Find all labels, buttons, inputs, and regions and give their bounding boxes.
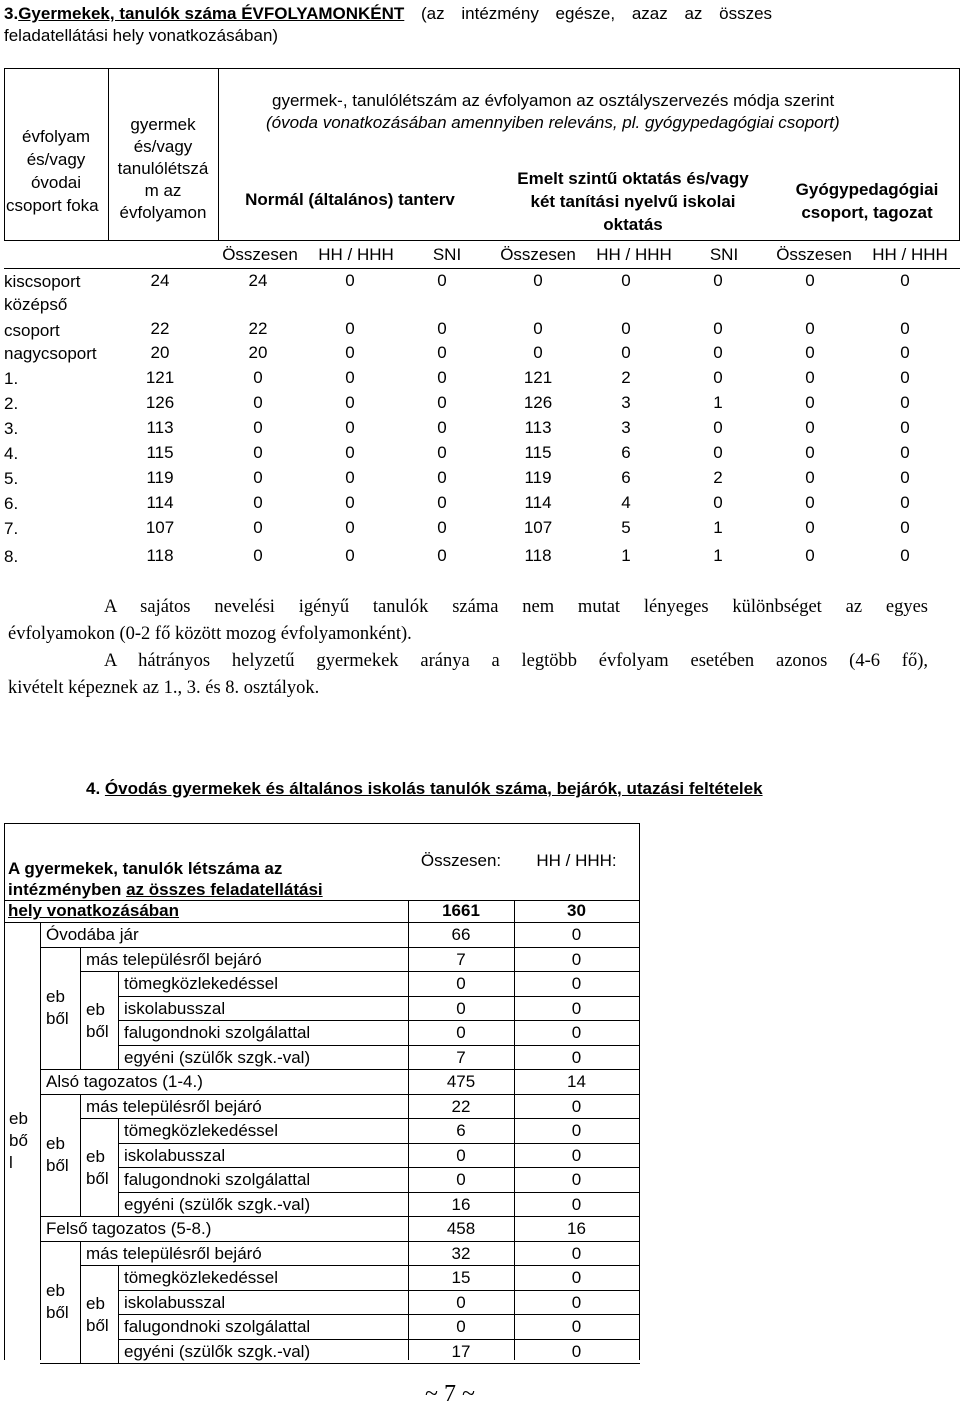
table-cell: 0	[253, 493, 263, 512]
table-cell: 0	[437, 368, 447, 387]
table-cell: 0	[713, 343, 723, 362]
table-cell: 0	[900, 271, 910, 290]
table-cell: 0	[900, 368, 910, 387]
ebbol-label: ből	[46, 1303, 69, 1322]
total-hh-value: 30	[567, 901, 586, 920]
ebbol-label: ből	[46, 1009, 69, 1028]
table-cell: 1	[621, 546, 631, 565]
table-cell: 0	[805, 319, 815, 338]
table-cell: 0	[805, 493, 815, 512]
table-cell: 6	[621, 468, 631, 487]
commuter-label: más településről bejáró	[86, 1243, 262, 1263]
table-cell: 0	[437, 518, 447, 537]
group-total: 475	[446, 1072, 476, 1091]
ebbol-label: eb	[46, 987, 65, 1006]
total-value: 1661	[442, 901, 480, 920]
table-cell: 0	[345, 493, 355, 512]
group-hh: 16	[567, 1219, 586, 1238]
transport-mode-hh: 0	[571, 1145, 582, 1165]
transport-mode-label: egyéni (szülők szgk.-val)	[124, 1341, 311, 1361]
table-cell: 118	[146, 546, 174, 565]
table-cell: 0	[805, 468, 815, 487]
table-cell: 0	[900, 393, 910, 412]
table-cell: 0	[805, 271, 815, 290]
transport-mode-hh: 0	[571, 1268, 582, 1287]
table-cell: 0	[437, 443, 447, 462]
table-cell: 0	[713, 418, 723, 437]
table-cell: 0	[253, 518, 263, 537]
commuter-label: más településről bejáró	[86, 1096, 262, 1116]
table-cell: 0	[253, 418, 263, 437]
table-cell: 0	[621, 343, 631, 362]
ebbol-label: eb	[46, 1134, 65, 1153]
table-cell: 0	[345, 443, 355, 462]
table-cell: 0	[805, 518, 815, 537]
transport-mode-total: 0	[456, 1023, 466, 1042]
table-cell: 20	[150, 343, 170, 362]
subheader-6: Összesen	[776, 245, 852, 264]
ebbol-label: ből	[86, 1316, 109, 1335]
table-cell: 0	[900, 546, 910, 565]
row-label: középső csoport	[4, 295, 68, 340]
row-label: nagycsoport	[4, 344, 97, 363]
table-cell: 0	[900, 518, 910, 537]
row-label: 4.	[4, 444, 19, 463]
transport-mode-hh: 0	[571, 998, 582, 1018]
group-hh: 0	[571, 925, 582, 944]
header-grade: évfolyam és/vagy óvodai csoport foka	[6, 127, 99, 215]
ebbol-outer-label: eb bő l	[9, 1109, 28, 1172]
transport-mode-label: egyéni (szülők szgk.-val)	[124, 1047, 311, 1067]
commuter-hh: 0	[571, 949, 582, 969]
table-cell: 0	[437, 493, 447, 512]
table-cell: 0	[713, 368, 723, 387]
table-cell: 119	[146, 468, 174, 487]
transport-mode-hh: 0	[571, 1317, 582, 1336]
transport-mode-hh: 0	[571, 1047, 582, 1067]
transport-mode-total: 0	[456, 1145, 466, 1165]
commuter-hh: 0	[571, 1243, 582, 1263]
transport-mode-label: egyéni (szülők szgk.-val)	[124, 1194, 311, 1214]
table-cell: 1	[713, 546, 723, 565]
table-cell: 107	[523, 518, 553, 537]
col-total-header: Összesen:	[420, 851, 502, 870]
transport-mode-label: tömegközlekedéssel	[124, 1121, 279, 1140]
ebbol-label: eb	[86, 999, 105, 1019]
transport-mode-total: 6	[456, 1121, 466, 1140]
transport-mode-hh: 0	[571, 974, 582, 993]
ebbol-label: eb	[86, 1293, 105, 1313]
table-cell: 22	[248, 319, 268, 338]
table-cell: 0	[253, 393, 263, 412]
row-label: 1.	[4, 369, 19, 388]
transport-mode-label: falugondnoki szolgálattal	[124, 1170, 311, 1189]
row-label: 8.	[4, 547, 19, 566]
table-cell: 0	[621, 271, 631, 290]
table-cell: 0	[345, 418, 355, 437]
transport-mode-hh: 0	[571, 1341, 582, 1361]
table-cell: 0	[805, 343, 815, 362]
col-hh-header: HH / HHH:	[536, 851, 617, 870]
transport-mode-label: iskolabusszal	[124, 1292, 226, 1312]
ebbol-label: ből	[86, 1022, 109, 1041]
table-cell: 24	[150, 271, 170, 290]
header-special-needs-group: Gyógypedagógiai csoport, tagozat	[795, 180, 939, 222]
transport-mode-hh: 0	[571, 1023, 582, 1042]
transport-mode-total: 17	[451, 1341, 471, 1361]
summary-paragraph: A sajátos nevelési igényű tanulók száma nem mutat lényeges különbséget az egyes évfolyamokon (0-2 fő között mozog évfolyamonként). A hátrányos helyzetű gyermekek aránya a legtöbb évfolyam esetében azonos (4-6 fő), kivételt képeznek az 1., 3. és 8. osztályok.	[8, 597, 928, 698]
table-cell: 20	[248, 343, 268, 362]
ebbol-label: eb	[46, 1281, 65, 1300]
subheader-2: SNI	[432, 245, 462, 264]
transport-mode-hh: 0	[571, 1170, 582, 1189]
ebbol-label: eb	[86, 1146, 105, 1166]
table-cell: 0	[437, 418, 447, 437]
table-cell: 0	[900, 493, 910, 512]
table-cell: 0	[533, 343, 543, 362]
table-cell: 0	[805, 368, 815, 387]
header-headcount: gyermek és/vagy tanulólétszá m az évfolyamon	[117, 115, 209, 222]
header-advanced-bilingual: Emelt szintű oktatás és/vagy két tanítási nyelvű iskolai oktatás	[517, 169, 749, 234]
transport-mode-total: 0	[456, 998, 466, 1018]
table-cell: 0	[900, 443, 910, 462]
table-cell: 0	[713, 271, 723, 290]
table-cell: 0	[900, 319, 910, 338]
table-cell: 114	[524, 493, 552, 512]
table2-heading: A gyermekek, tanulók létszáma az intézményben az összes feladatellátási hely vonatkozásában	[8, 859, 323, 920]
table-cell: 0	[900, 468, 910, 487]
subheader-0: Összesen	[222, 245, 298, 264]
table-cell: 0	[533, 271, 543, 290]
transport-mode-label: tömegközlekedéssel	[124, 974, 279, 993]
table-cell: 0	[437, 343, 447, 362]
table-cell: 0	[345, 271, 355, 290]
transport-mode-label: iskolabusszal	[124, 998, 226, 1018]
transport-mode-hh: 0	[571, 1194, 582, 1214]
table-cell: 4	[621, 493, 631, 512]
table-cell: 5	[621, 518, 631, 537]
subheader-1: HH / HHH	[318, 245, 394, 264]
table-cell: 113	[146, 418, 174, 437]
table-cell: 0	[437, 271, 447, 290]
group-label: Alsó tagozatos (1-4.)	[46, 1072, 203, 1091]
table-cell: 0	[345, 368, 355, 387]
transport-mode-total: 16	[451, 1194, 471, 1214]
table-cell: 121	[145, 368, 175, 387]
transport-mode-total: 7	[456, 1047, 466, 1067]
table-cell: 115	[524, 443, 552, 462]
table-cell: 6	[621, 443, 631, 462]
group-label: Felső tagozatos (5-8.)	[46, 1219, 212, 1238]
subheader-4: HH / HHH	[596, 245, 672, 264]
header-organization: gyermek-, tanulólétszám az évfolyamon az osztályszervezés módja szerint (óvoda vonatkozásában amennyiben releváns, pl. gyógypedagógiai csoport)	[266, 91, 840, 132]
table-cell: 0	[900, 343, 910, 362]
table-cell: 0	[805, 418, 815, 437]
table-cell: 0	[345, 343, 355, 362]
table-cell: 1	[713, 518, 723, 537]
commuter-hh: 0	[571, 1096, 582, 1116]
table-cell: 115	[146, 443, 174, 462]
transport-mode-total: 0	[456, 974, 466, 993]
transport-mode-label: iskolabusszal	[124, 1145, 226, 1165]
subheader-7: HH / HHH	[872, 245, 948, 264]
transport-mode-total: 15	[451, 1268, 471, 1287]
table-cell: 0	[805, 546, 815, 565]
transport-mode-label: tömegközlekedéssel	[124, 1268, 279, 1287]
table-cell: 0	[345, 319, 355, 338]
table-cell: 0	[713, 493, 723, 512]
table-cell: 0	[437, 546, 447, 565]
table-cell: 0	[345, 468, 355, 487]
table-cell: 118	[524, 546, 552, 565]
table-cell: 22	[150, 319, 170, 338]
table-cell: 0	[253, 443, 263, 462]
row-label: 6.	[4, 494, 19, 513]
table-cell: 24	[248, 271, 268, 290]
ebbol-label: ből	[46, 1156, 69, 1175]
transport-mode-total: 0	[456, 1317, 466, 1336]
table-cell: 114	[146, 493, 174, 512]
transport-mode-total: 0	[456, 1292, 466, 1312]
table-cell: 0	[253, 368, 263, 387]
section3-title: 3.Gyermekek, tanulók száma ÉVFOLYAMONKÉNT (az intézmény egésze, azaz az összes feladatellátási hely vonatkozásában)	[4, 4, 773, 45]
transport-mode-total: 0	[456, 1170, 466, 1189]
table-cell: 0	[345, 393, 355, 412]
table-cell: 2	[713, 468, 723, 487]
table-cell: 0	[805, 393, 815, 412]
table-cell: 126	[523, 393, 553, 412]
table-cell: 0	[621, 319, 631, 338]
table-cell: 0	[345, 546, 355, 565]
group-total: 66	[451, 925, 471, 944]
table-cell: 1	[713, 393, 723, 412]
table-cell: 3	[621, 418, 631, 437]
row-label: 2.	[4, 394, 19, 413]
table-cell: 0	[253, 468, 263, 487]
table-cell: 0	[437, 468, 447, 487]
page-number: ~ 7 ~	[425, 1381, 475, 1407]
table-cell: 0	[900, 418, 910, 437]
table-cell: 119	[524, 468, 552, 487]
table-cell: 126	[145, 393, 175, 412]
table-cell: 107	[145, 518, 175, 537]
subheader-5: SNI	[709, 245, 739, 264]
transport-mode-hh: 0	[571, 1121, 582, 1140]
subheader-3: Összesen	[500, 245, 576, 264]
header-normal-curriculum: Normál (általános) tanterv	[245, 190, 455, 209]
group-hh: 14	[567, 1072, 586, 1091]
transport-mode-hh: 0	[571, 1292, 582, 1312]
row-label: 5.	[4, 469, 19, 488]
table-cell: 2	[621, 368, 631, 387]
table-cell: 0	[805, 443, 815, 462]
table-cell: 0	[713, 443, 723, 462]
table-cell: 0	[713, 319, 723, 338]
table-cell: 3	[621, 393, 631, 412]
table-cell: 113	[524, 418, 552, 437]
commuter-total: 22	[451, 1096, 471, 1116]
table-cell: 0	[345, 518, 355, 537]
table-cell: 0	[533, 319, 543, 338]
section4-title: 4. Óvodás gyermekek és általános iskolás tanulók száma, bejárók, utazási feltételek	[86, 779, 763, 798]
row-label: 3.	[4, 419, 19, 438]
transport-mode-label: falugondnoki szolgálattal	[124, 1317, 311, 1336]
transport-mode-label: falugondnoki szolgálattal	[124, 1023, 311, 1042]
commuter-total: 7	[456, 949, 466, 969]
row-label: 7.	[4, 519, 19, 538]
ebbol-label: ből	[86, 1169, 109, 1188]
row-label: kiscsoport	[4, 272, 81, 291]
table-cell: 121	[523, 368, 553, 387]
group-label: Óvodába jár	[46, 925, 139, 944]
table-cell: 0	[437, 393, 447, 412]
commuter-total: 32	[451, 1243, 471, 1263]
table-cell: 0	[253, 546, 263, 565]
commuter-label: más településről bejáró	[86, 949, 262, 969]
group-total: 458	[446, 1219, 476, 1238]
table-cell: 0	[437, 319, 447, 338]
